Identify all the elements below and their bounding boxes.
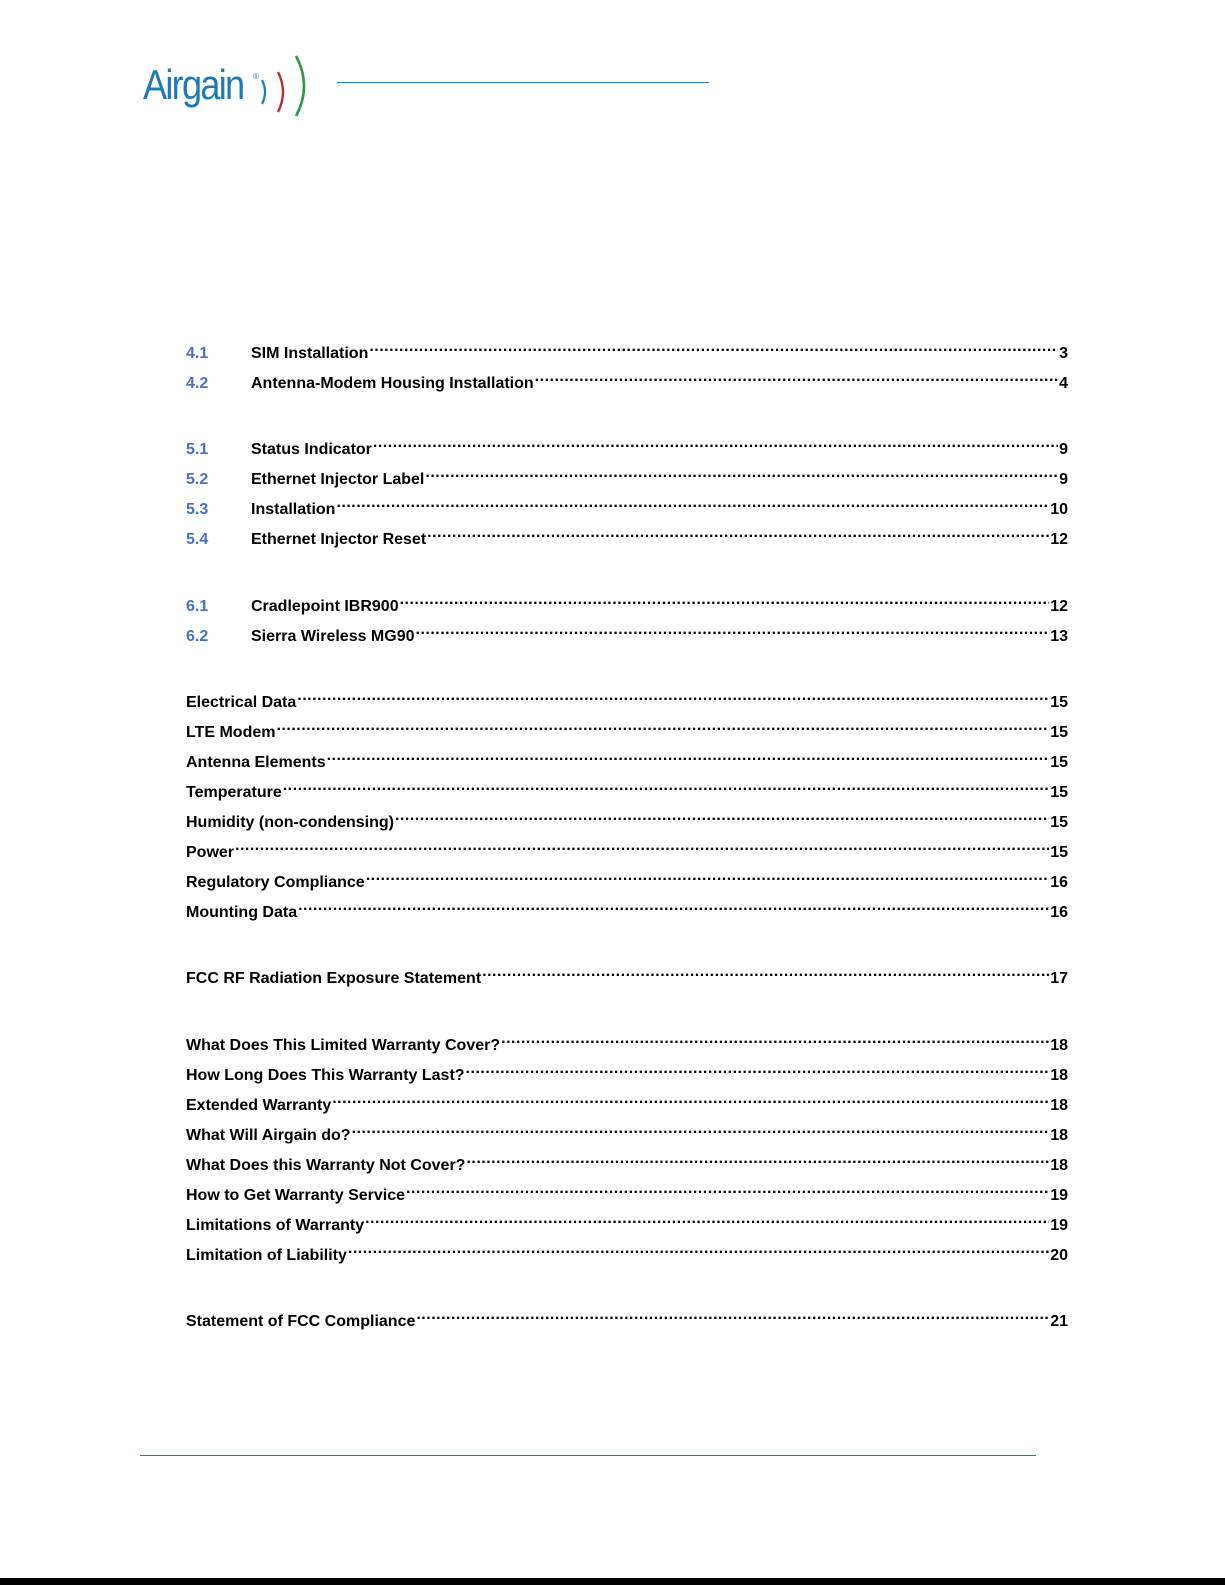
toc-page-number: 18 — [1050, 1067, 1068, 1084]
toc-section-number: 5.3 — [186, 501, 209, 518]
toc-dot-leader — [235, 835, 1049, 857]
page-bottom-edge — [0, 1578, 1225, 1585]
toc-dot-leader — [400, 589, 1050, 611]
toc-page-number: 9 — [1059, 471, 1068, 488]
toc-entry-what-will-airgain-do[interactable] — [186, 1118, 1068, 1144]
toc-title: FCC RF Radiation Exposure Statement — [186, 970, 482, 987]
toc-title: Antenna Elements — [186, 754, 326, 771]
toc-dot-leader — [276, 715, 1049, 737]
toc-page-number: 15 — [1050, 754, 1068, 771]
toc-page-number: 18 — [1050, 1097, 1068, 1114]
toc-entry-6-2[interactable] — [186, 619, 1068, 645]
toc-entry-power[interactable] — [186, 835, 1068, 861]
toc-page-number: 3 — [1059, 345, 1068, 362]
toc-entry-5-3[interactable] — [186, 492, 1068, 518]
toc-page-number: 15 — [1050, 724, 1068, 741]
toc-dot-leader — [416, 1304, 1049, 1326]
toc-page-number: 21 — [1050, 1313, 1068, 1330]
toc-page-number: 17 — [1050, 970, 1068, 987]
toc-dot-leader — [336, 492, 1049, 514]
toc-title: LTE Modem — [186, 724, 276, 741]
toc-page-number: 18 — [1050, 1037, 1068, 1054]
toc-page-number: 15 — [1050, 784, 1068, 801]
toc-entry-6-1[interactable] — [186, 589, 1068, 615]
toc-entry-4-1[interactable] — [186, 336, 1068, 362]
toc-page-number: 16 — [1050, 874, 1068, 891]
footer-rule — [140, 1455, 1036, 1456]
toc-section-number: 5.4 — [186, 531, 209, 548]
toc-title: What Will Airgain do? — [186, 1127, 351, 1144]
toc-page-number: 12 — [1050, 598, 1068, 615]
toc-page-number: 9 — [1059, 441, 1068, 458]
toc-title: Mounting Data — [186, 904, 298, 921]
toc-entry-5-1[interactable] — [186, 432, 1068, 458]
toc-entry-fcc-rf-radiation[interactable] — [186, 961, 1068, 987]
toc-title: Cradlepoint IBR900 — [251, 598, 399, 615]
toc-title: Regulatory Compliance — [186, 874, 365, 891]
toc-title: Sierra Wireless MG90 — [251, 628, 415, 645]
toc-dot-leader — [406, 1178, 1049, 1200]
toc-section-number: 6.2 — [186, 628, 209, 645]
toc-page-number: 18 — [1050, 1157, 1068, 1174]
toc-entry-regulatory-compliance[interactable] — [186, 865, 1068, 891]
toc-title: How Long Does This Warranty Last? — [186, 1067, 465, 1084]
toc-title: Temperature — [186, 784, 282, 801]
toc-entry-warranty-cover[interactable] — [186, 1028, 1068, 1054]
toc-title: Extended Warranty — [186, 1097, 332, 1114]
toc-title: Limitations of Warranty — [186, 1217, 365, 1234]
toc-entry-warranty-duration[interactable] — [186, 1058, 1068, 1084]
toc-section-number: 4.2 — [186, 375, 209, 392]
toc-dot-leader — [501, 1028, 1049, 1050]
toc-dot-leader — [427, 522, 1049, 544]
toc-title: Ethernet Injector Reset — [251, 531, 427, 548]
toc-dot-leader — [395, 805, 1049, 827]
toc-dot-leader — [348, 1238, 1049, 1260]
toc-title: SIM Installation — [251, 345, 369, 362]
toc-dot-leader — [482, 961, 1049, 983]
toc-title: How to Get Warranty Service — [186, 1187, 406, 1204]
toc-section-number: 6.1 — [186, 598, 209, 615]
toc-dot-leader — [373, 432, 1058, 454]
toc-entry-extended-warranty[interactable] — [186, 1088, 1068, 1114]
toc-dot-leader — [332, 1088, 1049, 1110]
toc-entry-temperature[interactable] — [186, 775, 1068, 801]
toc-entry-humidity[interactable] — [186, 805, 1068, 831]
toc-page-number: 4 — [1059, 375, 1068, 392]
toc-title: What Does This Limited Warranty Cover? — [186, 1037, 501, 1054]
toc-title: Installation — [251, 501, 336, 518]
toc-page-number: 18 — [1050, 1127, 1068, 1144]
toc-page-number: 16 — [1050, 904, 1068, 921]
toc-dot-leader — [466, 1058, 1050, 1080]
toc-page-number: 19 — [1050, 1187, 1068, 1204]
toc-entry-antenna-elements[interactable] — [186, 745, 1068, 771]
toc-page-number: 12 — [1050, 531, 1068, 548]
toc-page-number: 13 — [1050, 628, 1068, 645]
toc-dot-leader — [425, 462, 1058, 484]
toc-entry-lte-modem[interactable] — [186, 715, 1068, 741]
toc-section-number: 5.2 — [186, 471, 209, 488]
toc-page-number: 15 — [1050, 844, 1068, 861]
toc-dot-leader — [366, 865, 1050, 887]
toc-entry-mounting-data[interactable] — [186, 895, 1068, 921]
toc-dot-leader — [298, 895, 1049, 917]
logo-registered-mark: ® — [253, 72, 259, 81]
toc-title: Humidity (non-condensing) — [186, 814, 394, 831]
toc-dot-leader — [369, 336, 1058, 358]
toc-title: Ethernet Injector Label — [251, 471, 425, 488]
toc-dot-leader — [327, 745, 1050, 767]
toc-page-number: 15 — [1050, 814, 1068, 831]
toc-section-number: 4.1 — [186, 345, 209, 362]
toc-title: Statement of FCC Compliance — [186, 1313, 416, 1330]
toc-entry-warranty-service[interactable] — [186, 1178, 1068, 1204]
toc-entry-limitations-of-warranty[interactable] — [186, 1208, 1068, 1234]
toc-entry-warranty-not-cover[interactable] — [186, 1148, 1068, 1174]
toc-page-number: 15 — [1050, 694, 1068, 711]
toc-dot-leader — [283, 775, 1049, 797]
toc-entry-5-4[interactable] — [186, 522, 1068, 548]
toc-title: What Does this Warranty Not Cover? — [186, 1157, 466, 1174]
toc-entry-4-2[interactable] — [186, 366, 1068, 392]
toc-dot-leader — [466, 1148, 1049, 1170]
toc-page-number: 19 — [1050, 1217, 1068, 1234]
toc-entry-electrical-data[interactable] — [186, 685, 1068, 711]
logo-wordmark: Airgain — [143, 61, 244, 108]
toc-title: Limitation of Liability — [186, 1247, 347, 1264]
toc-page-number: 20 — [1050, 1247, 1068, 1264]
toc-dot-leader — [297, 685, 1049, 707]
toc-dot-leader — [416, 619, 1050, 641]
toc-dot-leader — [535, 366, 1058, 388]
toc-page-number: 10 — [1050, 501, 1068, 518]
toc-entry-limitation-of-liability[interactable] — [186, 1238, 1068, 1264]
toc-title: Power — [186, 844, 235, 861]
toc-dot-leader — [352, 1118, 1050, 1140]
toc-dot-leader — [365, 1208, 1049, 1230]
toc-section-number: 5.1 — [186, 441, 209, 458]
toc-entry-5-2[interactable] — [186, 462, 1068, 488]
toc-entry-fcc-compliance[interactable] — [186, 1304, 1068, 1330]
toc-title: Status Indicator — [251, 441, 372, 458]
toc-title: Electrical Data — [186, 694, 297, 711]
toc-title: Antenna-Modem Housing Installation — [251, 375, 534, 392]
